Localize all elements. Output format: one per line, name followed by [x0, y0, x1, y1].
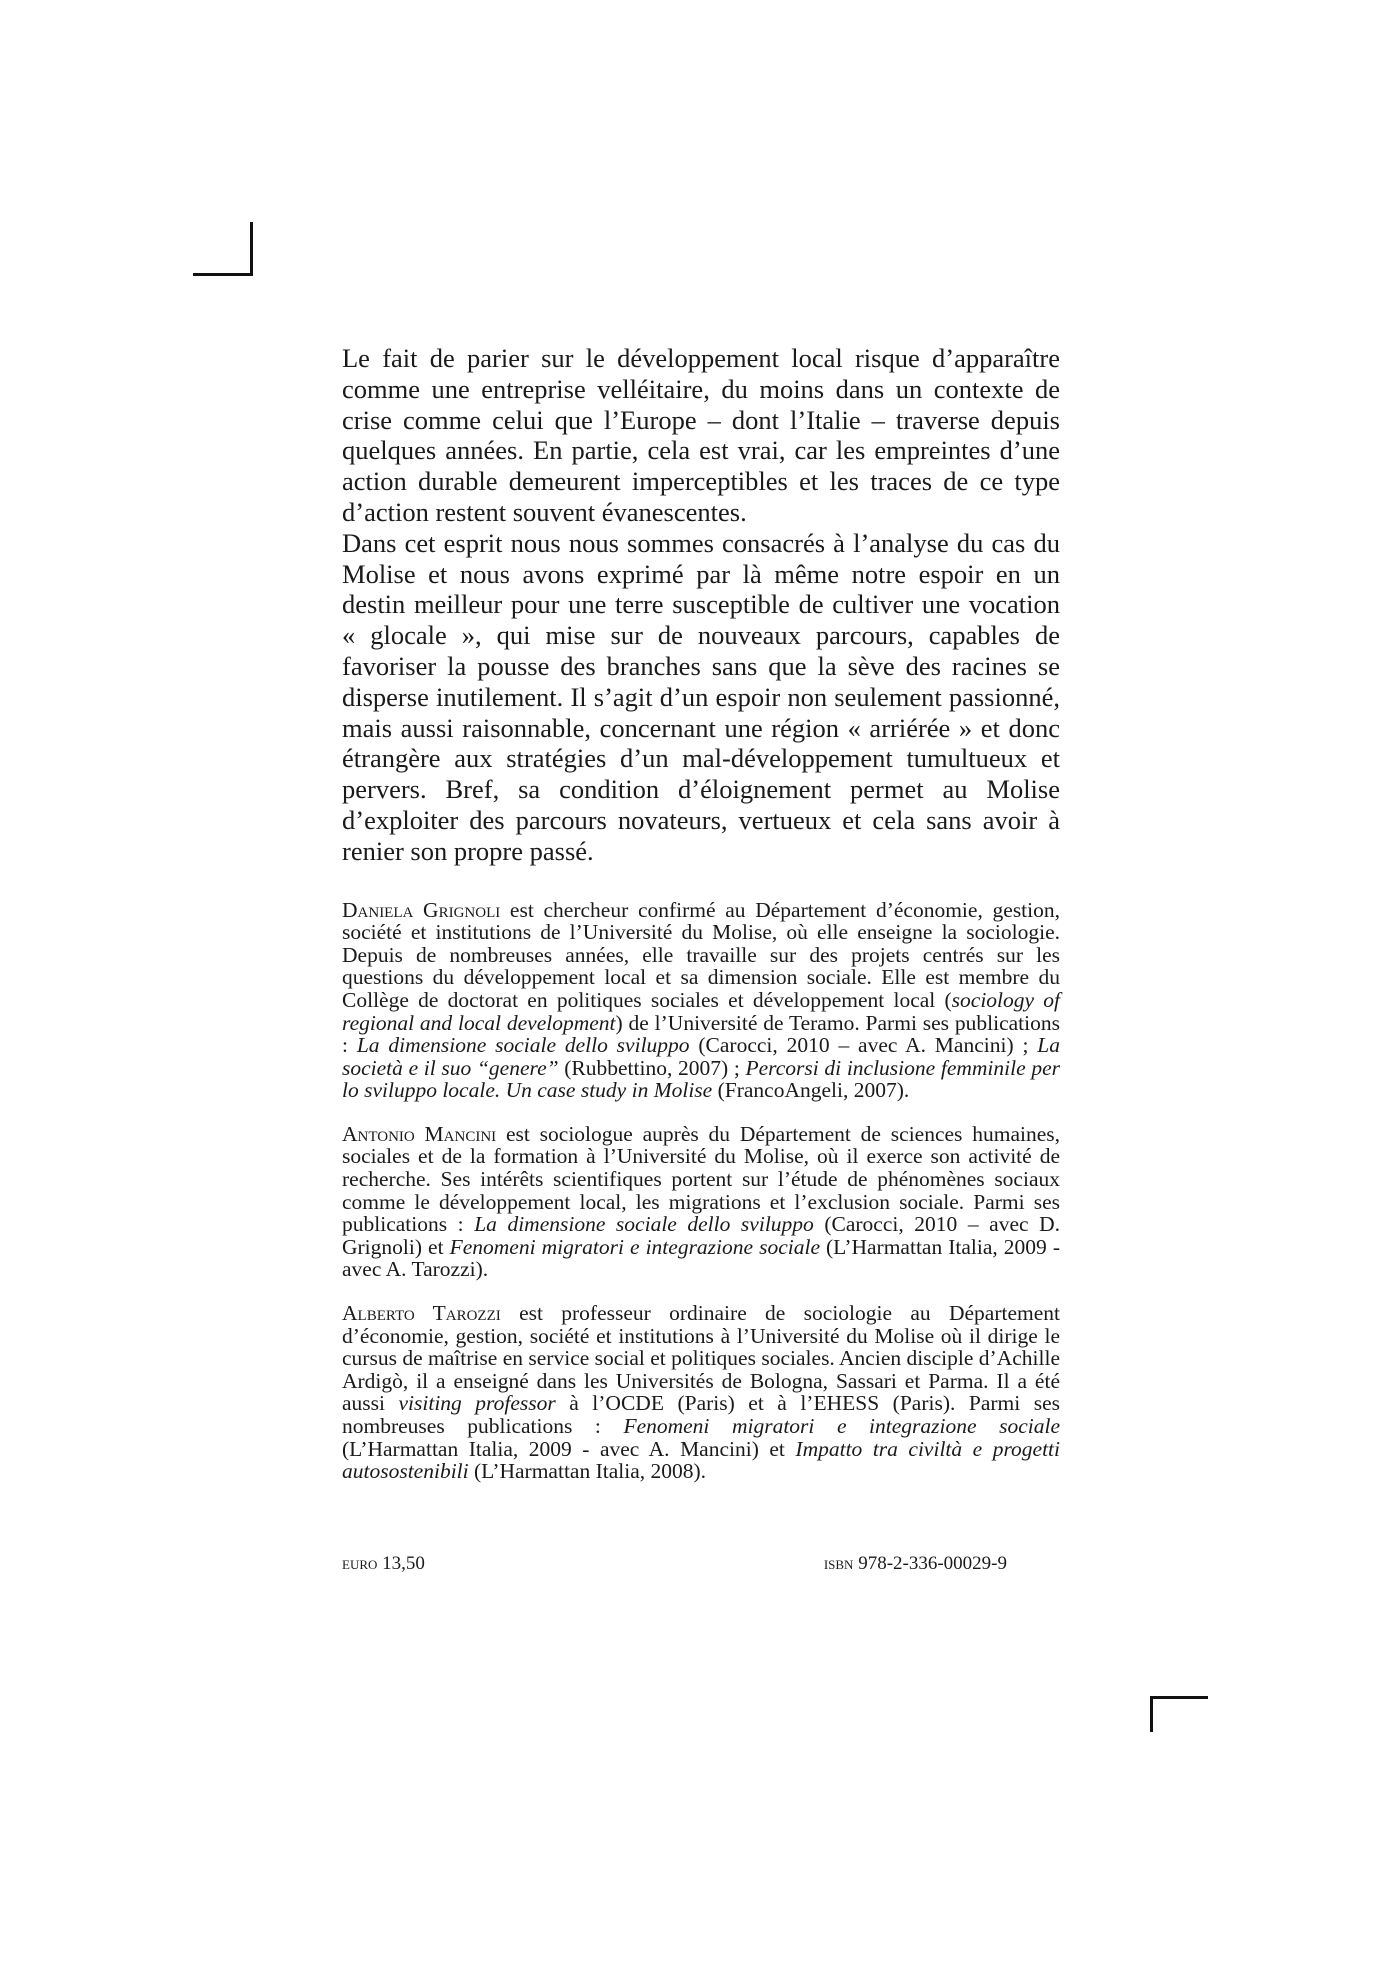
- cover-footer: [342, 1553, 1007, 1575]
- intro-text: [342, 343, 1060, 867]
- bio-text: (L’Harmattan Italia, 2009 - avec A. Tarozzi).: [342, 1234, 1060, 1282]
- crop-mark-bottom-right-vertical: [1150, 1696, 1153, 1732]
- isbn: [824, 1553, 1007, 1575]
- author-bio: [342, 1123, 1060, 1281]
- italic-title: Fenomeni migratori e integrazione sociale: [623, 1414, 1060, 1439]
- price: [342, 1553, 425, 1575]
- isbn-value: 978-2-336-00029-9: [858, 1553, 1007, 1574]
- crop-mark-top-left-horizontal: [193, 273, 250, 276]
- italic-title: La dimensione sociale dello sviluppo: [356, 1033, 690, 1058]
- bio-text: à l’OCDE (Paris) et à l’EHESS (Paris). Parmi ses nombreuses publications :: [342, 1391, 1060, 1439]
- bio-text: ) de l’Université de Teramo. Parmi ses publications :: [342, 1010, 1060, 1058]
- author-bios: [342, 899, 1060, 1483]
- bio-body: [342, 898, 1060, 1103]
- bio-text: est sociologue auprès du Département de sciences humaines, sociales et de la formation à l’Université du Molise, où il exerce son activité de recherche. Ses intérêts scientifiques portent sur l’étude de phénomènes sociaux comme le développement local, les migrations et l’exclusion sociale. Parmi ses publications :: [342, 1121, 1060, 1237]
- bio-text: (L’Harmattan Italia, 2008).: [468, 1459, 707, 1484]
- intro-paragraph-2: Dans cet esprit nous nous sommes consacrés à l’analyse du cas du Molise et nous avons exprimé par là même notre espoir en un destin meilleur pour une terre susceptible de cultiver une vocation « glocale », qui mise sur de nouveaux parcours, capables de favoriser la pousse des branches sans que la sève des racines se disperse inutilement. Il s’agit d’un espoir non seulement passionné, mais aussi raisonnable, concernant une région « arriérée » et donc étrangère aux stratégies d’un mal-développement tumultueux et pervers. Bref, sa condition d’éloignement permet au Molise d’exploiter des parcours novateurs, vertueux et cela sans avoir à renier son propre passé.: [342, 527, 1060, 866]
- bio-body: [342, 1122, 1060, 1282]
- author-name: Alberto Tarozzi: [342, 1301, 501, 1326]
- italic-title: Percorsi di inclusione femminile per lo sviluppo locale. Un case study in Molise: [342, 1055, 1060, 1103]
- bio-body: [342, 1301, 1060, 1483]
- italic-title: Fenomeni migratori e integrazione sociale: [449, 1234, 820, 1259]
- italic-title: visiting professor: [398, 1391, 556, 1416]
- bio-text: (Rubbettino, 2007) ;: [558, 1055, 746, 1080]
- price-label: euro: [342, 1553, 378, 1574]
- author-name: Antonio Mancini: [342, 1121, 497, 1146]
- price-value: 13,50: [382, 1553, 425, 1574]
- bio-text: est professeur ordinaire de sociologie au Département d’économie, gestion, société et institutions à l’Université du Molise où il dirige le cursus de maîtrise en service social et politiques sociales. Ancien disciple d’Achille Ardigò, il a enseigné dans les Universités de Bologna, Sassari et Parma. Il a été aussi: [342, 1301, 1060, 1416]
- italic-title: sociology of regional and local development: [342, 987, 1061, 1035]
- italic-title: Impatto tra civiltà e progetti autosostenibili: [342, 1436, 1060, 1484]
- author-bio: [342, 1302, 1060, 1483]
- author-bio: [342, 899, 1060, 1102]
- bio-text: (Carocci, 2010 – avec D. Grignoli) et: [342, 1212, 1060, 1259]
- bio-text: (L’Harmattan Italia, 2009 - avec A. Mancini) et: [342, 1436, 796, 1461]
- crop-mark-top-left-vertical: [250, 222, 253, 276]
- italic-title: La dimensione sociale dello sviluppo: [474, 1212, 814, 1237]
- back-cover-text: [342, 343, 1060, 1504]
- bio-text: (FrancoAngeli, 2007).: [712, 1078, 910, 1103]
- italic-title: La società e il suo “genere”: [342, 1033, 1060, 1080]
- crop-mark-bottom-right-horizontal: [1150, 1696, 1208, 1699]
- bio-text: est chercheur confirmé au Département d’économie, gestion, société et institutions de l’Université du Molise, où elle enseigne la sociologie. Depuis de nombreuses années, elle travaille sur des projets centrés sur les questions du développement local et sa dimension sociale. Elle est membre du Collège de doctorat en politiques sociales et développement local (: [342, 897, 1061, 1012]
- author-name: Daniela Grignoli: [342, 897, 501, 922]
- intro-paragraph-1: Le fait de parier sur le développement local risque d’apparaître comme une entreprise velléitaire, du moins dans un contexte de crise comme celui que l’Europe – dont l’Italie – traverse depuis quelques années. En partie, cela est vrai, car les empreintes d’une action durable demeurent imperceptibles et les traces de ce type d’action restent souvent évanescentes.: [342, 343, 1060, 527]
- isbn-label: isbn: [823, 1553, 854, 1574]
- bio-text: (Carocci, 2010 – avec A. Mancini) ;: [689, 1033, 1038, 1058]
